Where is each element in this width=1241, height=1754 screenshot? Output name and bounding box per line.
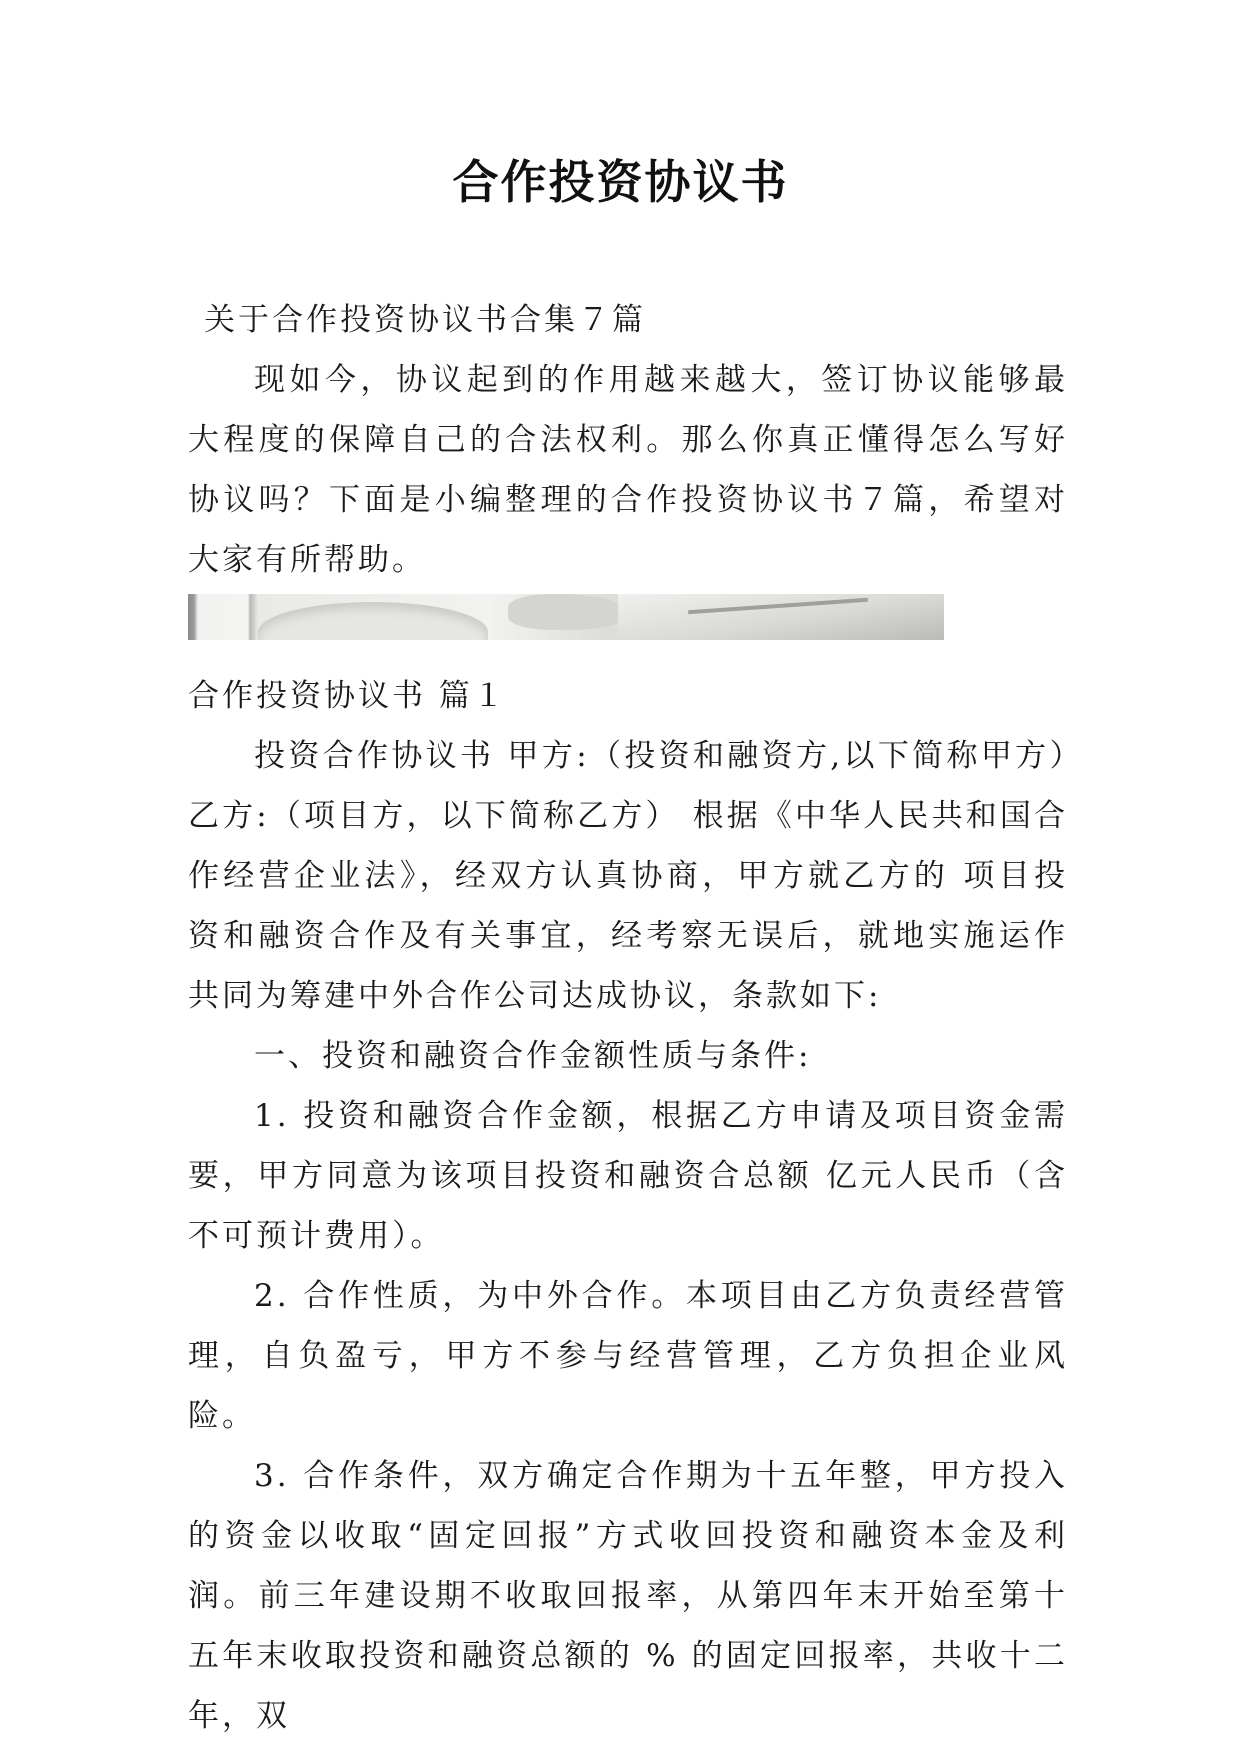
intro-paragraph: 现如今，协议起到的作用越来越大，签订协议能够最大程度的保障自己的合法权利。那么你真正懂得怎么写好协议吗？下面是小编整理的合作投资协议书７篇，希望对大家有所帮助。 <box>188 362 1068 578</box>
paragraph-2: 一、投资和融资合作金额性质与条件: <box>254 1038 812 1074</box>
banner-photo <box>188 594 944 640</box>
document-title: 合作投资协议书 <box>452 155 789 209</box>
paragraph-5: 3. 合作条件，双方确定合作期为十五年整，甲方投入的资金以收取“固定回报”方式收回投资和融资本金及利润。前三年建设期不收取回报率，从第四年末开始至第十五年末收取投资和融资总额的 % 的固定回报率，共收十二年，双 <box>188 1458 1068 1734</box>
paragraph-3: 1. 投资和融资合作金额，根据乙方申请及项目资金需要，甲方同意为该项目投资和融资合总额 亿元人民币（含不可预计费用）。 <box>188 1098 1068 1254</box>
document-body <box>188 290 1068 1746</box>
paragraph-1: 投资合作协议书 甲方:（投资和融资方,以下简称甲方）乙方:（项目方，以下简称乙方） 根据《中华人民共和国合作经营企业法》，经双方认真协商，甲方就乙方的 项目投资和融资合作及有关事宜，经考察无误后，就地实施运作共同为筹建中外合作公司达成协议，条款如下: <box>188 738 1068 1014</box>
paragraph-4: 2. 合作性质，为中外合作。本项目由乙方负责经营管理，自负盈亏，甲方不参与经营管理，乙方负担企业风险。 <box>188 1278 1068 1434</box>
section-heading: 合作投资协议书 篇１ <box>188 678 507 714</box>
document-subtitle: 关于合作投资协议书合集７篇 <box>204 302 646 338</box>
